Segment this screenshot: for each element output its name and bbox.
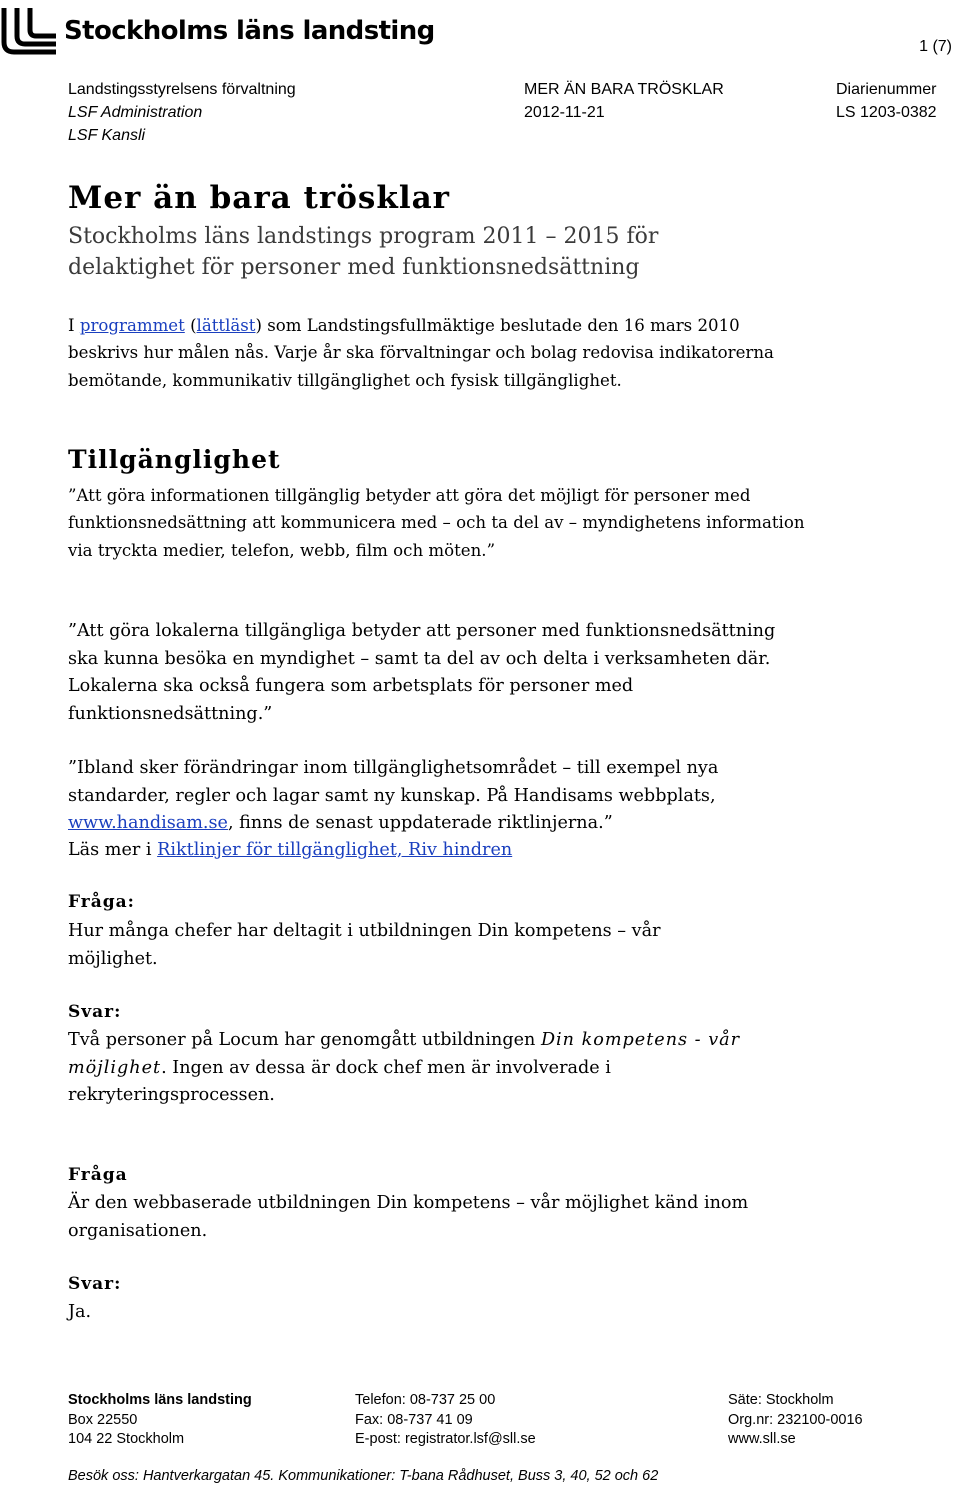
question-1-text: Hur många chefer har deltagit i utbildningen Din kompetens – vår möjlighet. <box>68 921 661 969</box>
page-title: Mer än bara trösklar <box>68 180 451 216</box>
header-document-title: MER ÄN BARA TRÖSKLAR <box>524 81 724 98</box>
footer-contact <box>355 1391 536 1450</box>
page-number: 1 (7) <box>919 38 952 55</box>
header-diary-number: LS 1203-0382 <box>836 104 937 121</box>
footer-website: www.sll.se <box>728 1431 796 1447</box>
footer-address <box>68 1391 252 1450</box>
program-link[interactable]: programmet <box>79 316 185 335</box>
footer-phone: Telefon: 08-737 25 00 <box>355 1392 496 1408</box>
intro-paragraph: I programmet (lättläst) som Landstingsfullmäktige beslutade den 16 mars 2010 beskrivs hur målen nås. Varje år ska förvaltningar och bolag redovisa indikatorerna bemötande, kommunikativ tillgänglighet och fysisk tillgänglighet. <box>68 316 774 390</box>
quote-premises: ”Att göra lokalerna tillgängliga betyder att personer med funktionsnedsättning ska kunna besöka en myndighet – samt ta del av och delta i verksamheten där. Lokalerna ska också fungera som arbetsplats för personer med funktionsnedsättning.” <box>68 621 776 724</box>
header-unit: LSF Administration <box>68 104 203 121</box>
question-1-label: Fråga: <box>68 892 135 912</box>
footer-org-name: Stockholms läns landsting <box>68 1392 252 1408</box>
footer-fax: Fax: 08-737 41 09 <box>355 1411 473 1428</box>
answer-1-text: Två personer på Locum har genomgått utbildningen Din kompetens - vår möjlighet. Ingen av dessa är dock chef men är involverade i rekryteringsprocessen. <box>68 1030 741 1105</box>
footer-org-nr: Org.nr: 232100-0016 <box>728 1411 863 1428</box>
header-subunit: LSF Kansli <box>68 127 146 144</box>
answer-2-label: Svar: <box>68 1274 122 1294</box>
section-heading: Tillgänglighet <box>68 445 281 474</box>
read-more: Läs mer i Riktlinjer för tillgänglighet, Riv hindren <box>68 840 513 860</box>
easy-read-link[interactable]: lättläst <box>196 316 256 335</box>
answer-2-text: Ja. <box>68 1302 92 1322</box>
handisam-link[interactable]: www.handisam.se <box>68 813 228 833</box>
header-department: Landstingsstyrelsens förvaltning <box>68 81 296 98</box>
course-name: Din kompetens - vår möjlighet <box>68 1030 741 1078</box>
question-2-label: Fråga <box>68 1165 128 1185</box>
footer-city: 104 22 Stockholm <box>68 1431 185 1447</box>
subtitle-line-2: delaktighet för personer med funktionsnedsättning <box>68 255 640 280</box>
header-date: 2012-11-21 <box>524 104 605 121</box>
header-col-2 <box>524 78 724 124</box>
header-col-3 <box>836 78 937 124</box>
quote-changes: ”Ibland sker förändringar inom tillgänglighetsområdet – till exempel nya standarder, regler och lagar samt ny kunskap. På Handisams webbplats, www.handisam.se, finns de senast uppdaterade riktlinjerna.” <box>68 758 719 833</box>
footer-seat: Säte: Stockholm <box>728 1392 834 1408</box>
footer-box: Box 22550 <box>68 1411 138 1428</box>
subtitle-line-1: Stockholms läns landstings program 2011 – 2015 för <box>68 224 659 249</box>
footer-email: E-post: registrator.lsf@sll.se <box>355 1431 536 1447</box>
footer-info <box>728 1391 863 1450</box>
footer-visit: Besök oss: Hantverkargatan 45. Kommunikationer: T-bana Rådhuset, Buss 3, 40, 52 och 62 <box>68 1468 659 1484</box>
logo-text: Stockholms läns landsting <box>64 16 435 46</box>
question-2-text: Är den webbaserade utbildningen Din kompetens – vår möjlighet känd inom organisationen. <box>68 1193 749 1241</box>
sll-logo-icon <box>0 6 58 56</box>
answer-1-label: Svar: <box>68 1002 122 1022</box>
header-diary-label: Diarienummer <box>836 81 937 98</box>
guidelines-link[interactable]: Riktlinjer för tillgänglighet, Riv hindren <box>157 840 513 860</box>
logo <box>0 6 435 56</box>
quote-information: ”Att göra informationen tillgänglig betyder att göra det möjligt för personer med funktionsnedsättning att kommunicera med – och ta del av – myndighetens information via tryckta medier, telefon, webb, film och möten.” <box>68 486 805 560</box>
header-col-1 <box>68 78 296 147</box>
page-subtitle <box>68 221 658 283</box>
